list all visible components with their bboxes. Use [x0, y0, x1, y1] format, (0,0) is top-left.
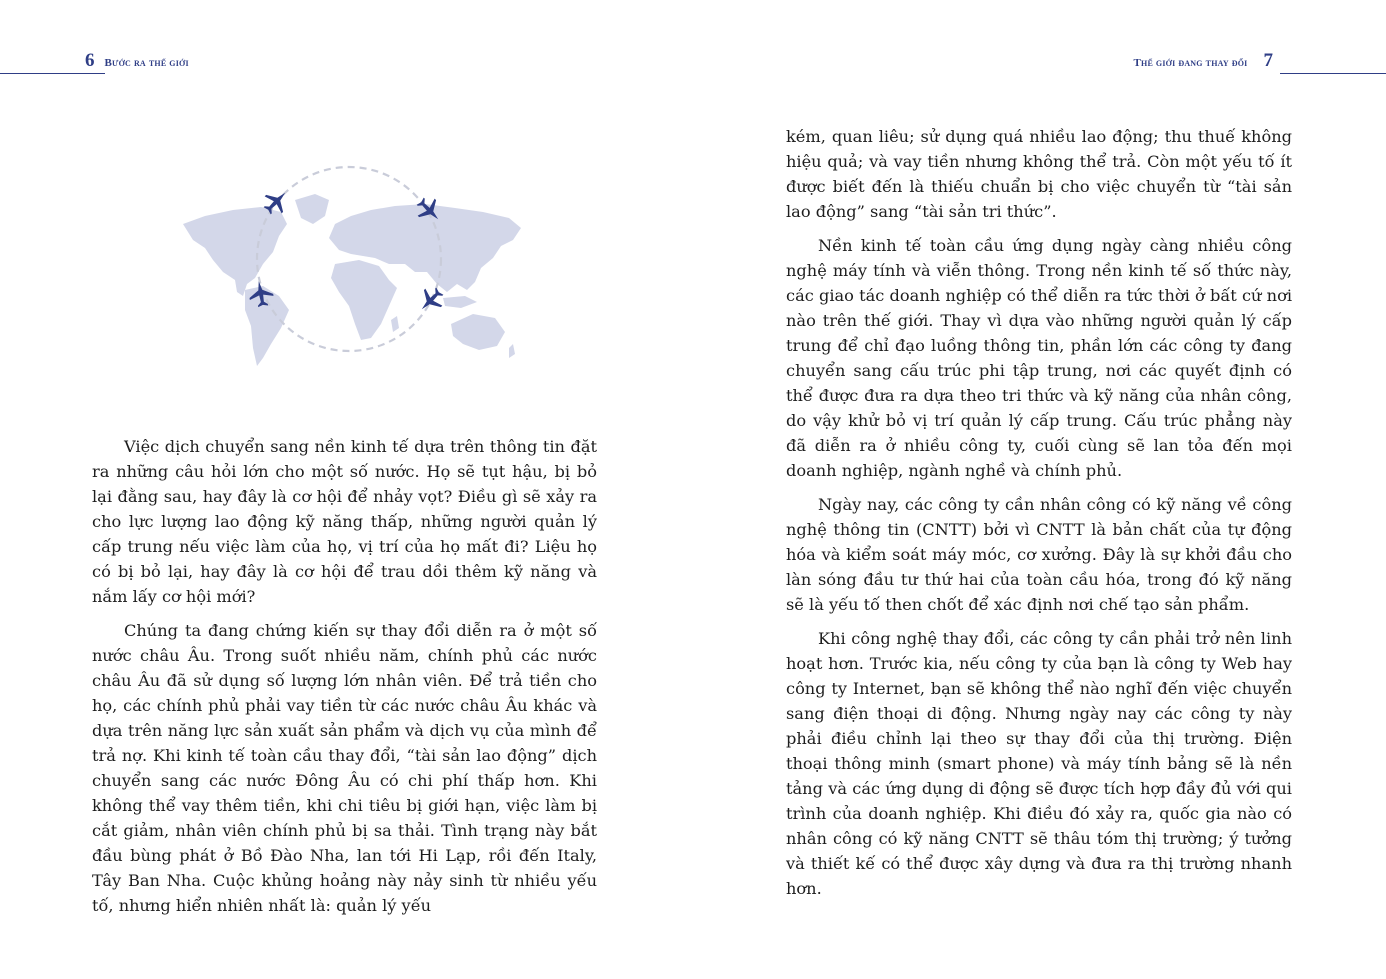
- paragraph: Việc dịch chuyển sang nền kinh tế dựa trên thông tin đặt ra những câu hỏi lớn cho một số nước. Họ sẽ tụt hậu, bị bỏ lại đằng sau, hay đây là cơ hội để nhảy vọt? Điều gì sẽ xảy ra cho lực lượng lao động kỹ năng thấp, những người quản lý cấp trung nếu việc làm của họ, vị trí của họ mất đi? Liệu họ có bị bỏ lại, hay đây là cơ hội để trau dồi thêm kỹ năng và nắm lấy cơ hội mới?: [92, 437, 597, 606]
- left-running-title: Bước ra thế giới: [104, 57, 189, 69]
- right-header: [1133, 50, 1273, 72]
- world-map-airplanes-icon: [175, 160, 530, 372]
- paragraph: Nền kinh tế toàn cầu ứng dụng ngày càng nhiều công nghệ máy tính và viễn thông. Trong nền kinh tế số thức này, các giao tác doanh nghiệp có thể diễn ra tức thời ở bất cứ nơi nào trên thế giới. Thay vì dựa vào những người quản lý cấp trung để chỉ đạo luồng thông tin, phần lớn các công ty đang chuyển sang cấu trúc phi tập trung, nơi các quyết định có thể được đưa ra dựa theo tri thức và kỹ năng của nhân công, do vậy khử bỏ vị trí quản lý cấp trung. Cấu trúc phẳng này đã diễn ra ở nhiều công ty, cuối cùng sẽ lan tỏa đến mọi doanh nghiệp, ngành nghề và chính phủ.: [786, 236, 1292, 480]
- right-header-rule: [1280, 73, 1386, 74]
- paragraph: kém, quan liêu; sử dụng quá nhiều lao động; thu thuế không hiệu quả; và vay tiền nhưng không thể trả. Còn một yếu tố ít được biết đến là thiếu chuẩn bị cho việc chuyển từ “tài sản lao động” sang “tài sản tri thức”.: [786, 127, 1292, 221]
- left-header-rule: [0, 73, 105, 74]
- paragraph: Chúng ta đang chứng kiến sự thay đổi diễn ra ở một số nước châu Âu. Trong suốt nhiều năm, chính phủ các nước châu Âu đã sử dụng số lượng lớn nhân viên. Để trả tiền cho họ, các chính phủ phải vay tiền từ các nước châu Âu khác và dựa trên năng lực sản xuất sản phẩm và dịch vụ của mình để trả nợ. Khi kinh tế toàn cầu thay đổi, “tài sản lao động” dịch chuyển sang các nước Đông Âu có chi phí thấp hơn. Khi không thể vay thêm tiền, khi chi tiêu bị giới hạn, việc làm bị cắt giảm, nhân viên chính phủ bị sa thải. Tình trạng này bắt đầu bùng phát ở Bồ Đào Nha, lan tới Hi Lạp, rồi đến Italy, Tây Ban Nha. Cuộc khủng hoảng này nảy sinh từ nhiều yếu tố, nhưng hiển nhiên nhất là: quản lý yếu: [92, 621, 597, 915]
- right-page-number: 7: [1263, 50, 1273, 71]
- right-body-text: [786, 124, 1292, 910]
- right-running-title: Thế giới đang thay đổi: [1133, 57, 1248, 69]
- left-header: [85, 50, 189, 72]
- left-page-number: 6: [85, 50, 95, 71]
- left-body-text: [92, 434, 597, 927]
- right-page: [693, 0, 1386, 979]
- paragraph: Khi công nghệ thay đổi, các công ty cần phải trở nên linh hoạt hơn. Trước kia, nếu công ty của bạn là công ty Web hay công ty Internet, bạn sẽ không thể nào nghĩ đến việc chuyển sang điện thoại di động. Nhưng ngày nay các công ty này phải điều chỉnh lại theo sự thay đổi của thị trường. Điện thoại thông minh (smart phone) và máy tính bảng sẽ là nền tảng và các ứng dụng di động sẽ được tích hợp đầy đủ với qui trình của doanh nghiệp. Khi điều đó xảy ra, quốc gia nào có nhân công có kỹ năng CNTT sẽ thâu tóm thị trường; ý tưởng và thiết kế có thể được xây dựng và đưa ra thị trường nhanh hơn.: [786, 629, 1292, 898]
- paragraph: Ngày nay, các công ty cần nhân công có kỹ năng về công nghệ thông tin (CNTT) bởi vì CNTT là bản chất của tự động hóa và kiểm soát máy móc, cơ xưởng. Đây là sự khởi đầu cho làn sóng đầu tư thứ hai của toàn cầu hóa, trong đó kỹ năng sẽ là yếu tố then chốt để xác định nơi chế tạo sản phẩm.: [786, 495, 1292, 614]
